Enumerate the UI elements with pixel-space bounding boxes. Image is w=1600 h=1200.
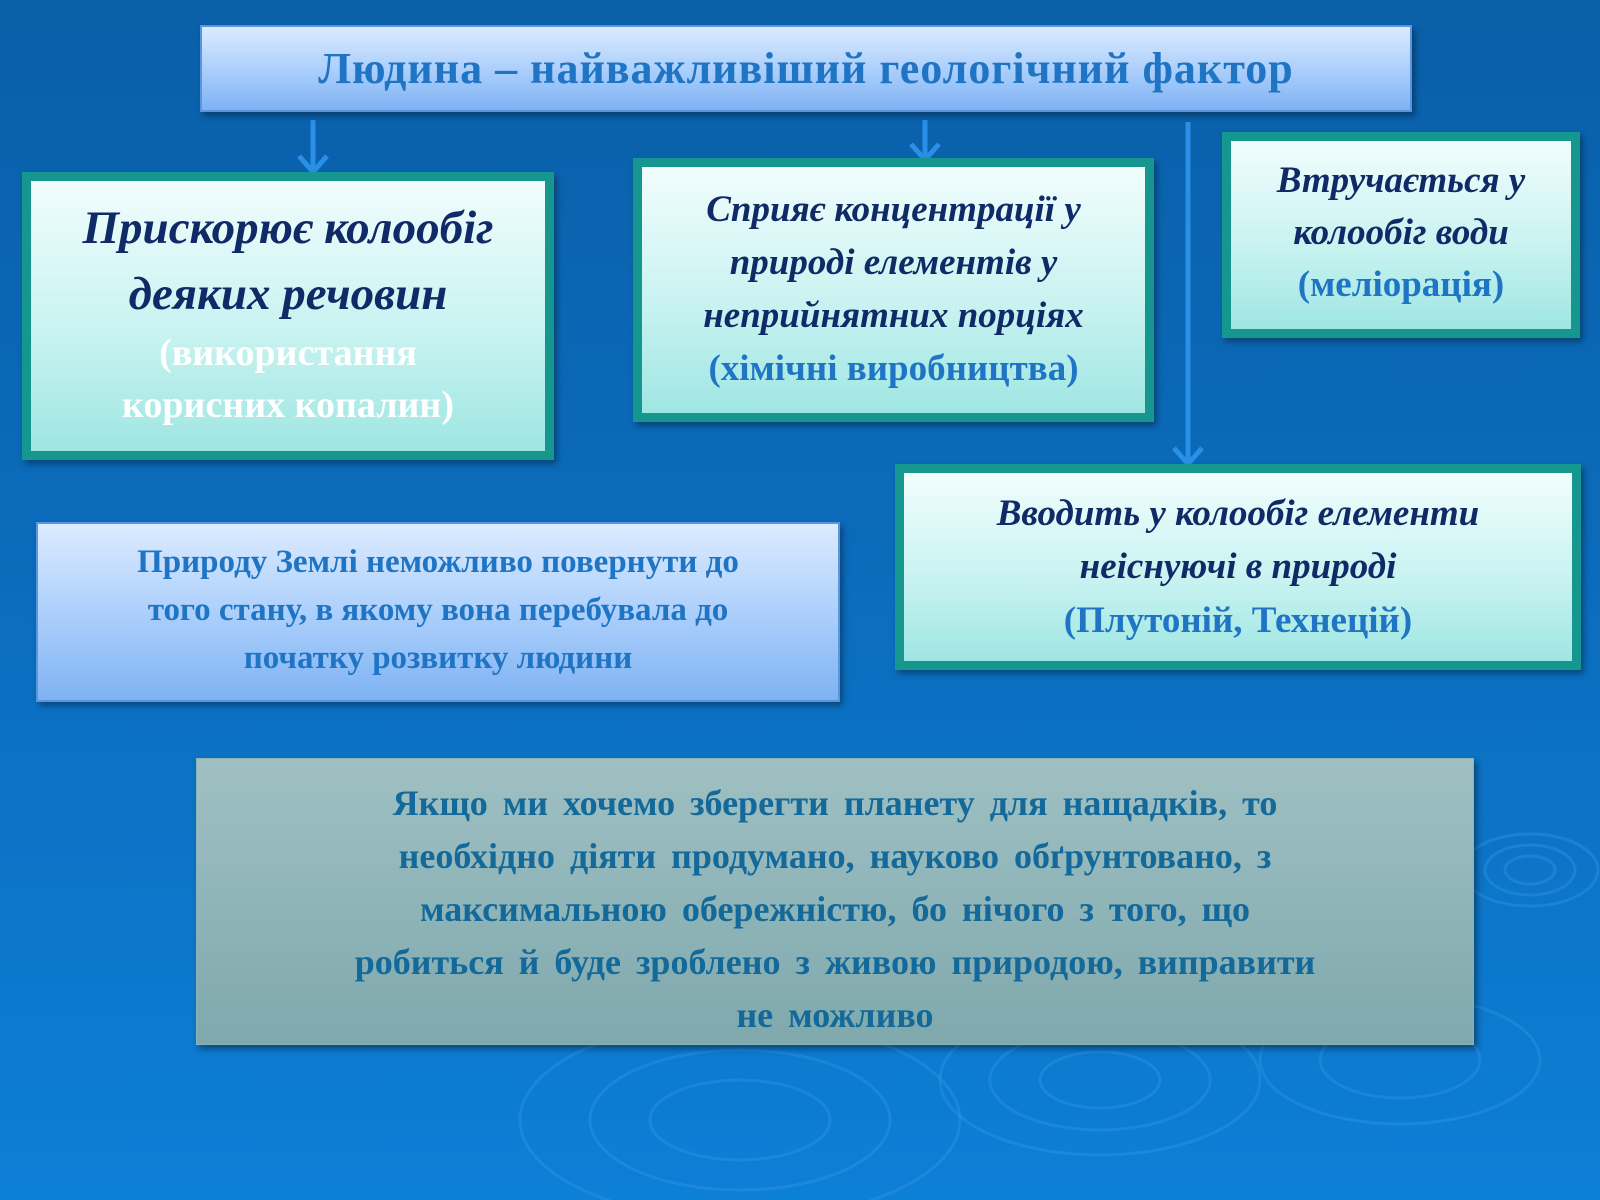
- arrow-to-accelerates: [295, 118, 331, 176]
- concentration-main-line-2: природі елементів у: [729, 242, 1058, 283]
- water-cycle-box: [1222, 132, 1580, 338]
- irreversible-note-box: [36, 522, 840, 702]
- conclusion-line-4: робиться й буде зроблено з живою природою, виправити: [354, 942, 1316, 982]
- concentration-detail-line-1: (хімічні виробництва): [708, 348, 1079, 389]
- new-elements-main-line-1: Вводить у колообіг елементи: [996, 493, 1480, 534]
- water-cycle-main-line-1: Втручається у: [1276, 160, 1526, 201]
- title-box: [200, 25, 1412, 112]
- arrow-to-new-elements: [1170, 120, 1206, 470]
- conclusion-line-3: максимальною обережністю, бо нічого з того, що: [420, 889, 1250, 929]
- concentration-main-line-1: Сприяє концентрації у: [706, 189, 1081, 230]
- conclusion-line-2: необхідно діяти продумано, науково обґрунтовано, з: [398, 836, 1272, 876]
- title-text: Людина – найважливіший геологічний фактор: [318, 44, 1294, 93]
- accelerates-detail-line-1: (використання: [159, 332, 417, 374]
- water-cycle-detail-line-1: (меліорація): [1297, 264, 1505, 305]
- water-cycle-main-line-2: колообіг води: [1293, 212, 1509, 253]
- accelerates-main-line-2: деяких речовин: [128, 268, 448, 320]
- accelerates-main-line-1: Прискорює колообіг: [82, 202, 494, 254]
- conclusion-line-5: не можливо: [736, 995, 934, 1035]
- irreversible-line-3: початку розвитку людини: [243, 640, 633, 676]
- conclusion-box: [196, 758, 1474, 1045]
- concentration-main-line-3: неприйнятних порціях: [703, 295, 1084, 336]
- irreversible-line-2: того стану, в якому вона перебувала до: [147, 592, 729, 628]
- conclusion-line-1: Якщо ми хочемо зберегти планету для нащадків, то: [392, 783, 1278, 823]
- irreversible-line-1: Природу Землі неможливо повернути до: [137, 544, 739, 580]
- new-elements-box: [895, 464, 1581, 670]
- accelerates-detail-line-2: корисних копалин): [122, 384, 454, 426]
- concentration-box: [633, 158, 1154, 422]
- new-elements-detail-line-1: (Плутоній, Технецій): [1063, 600, 1413, 641]
- accelerates-cycle-box: [22, 172, 554, 460]
- new-elements-main-line-2: неіснуючі в природі: [1079, 546, 1397, 587]
